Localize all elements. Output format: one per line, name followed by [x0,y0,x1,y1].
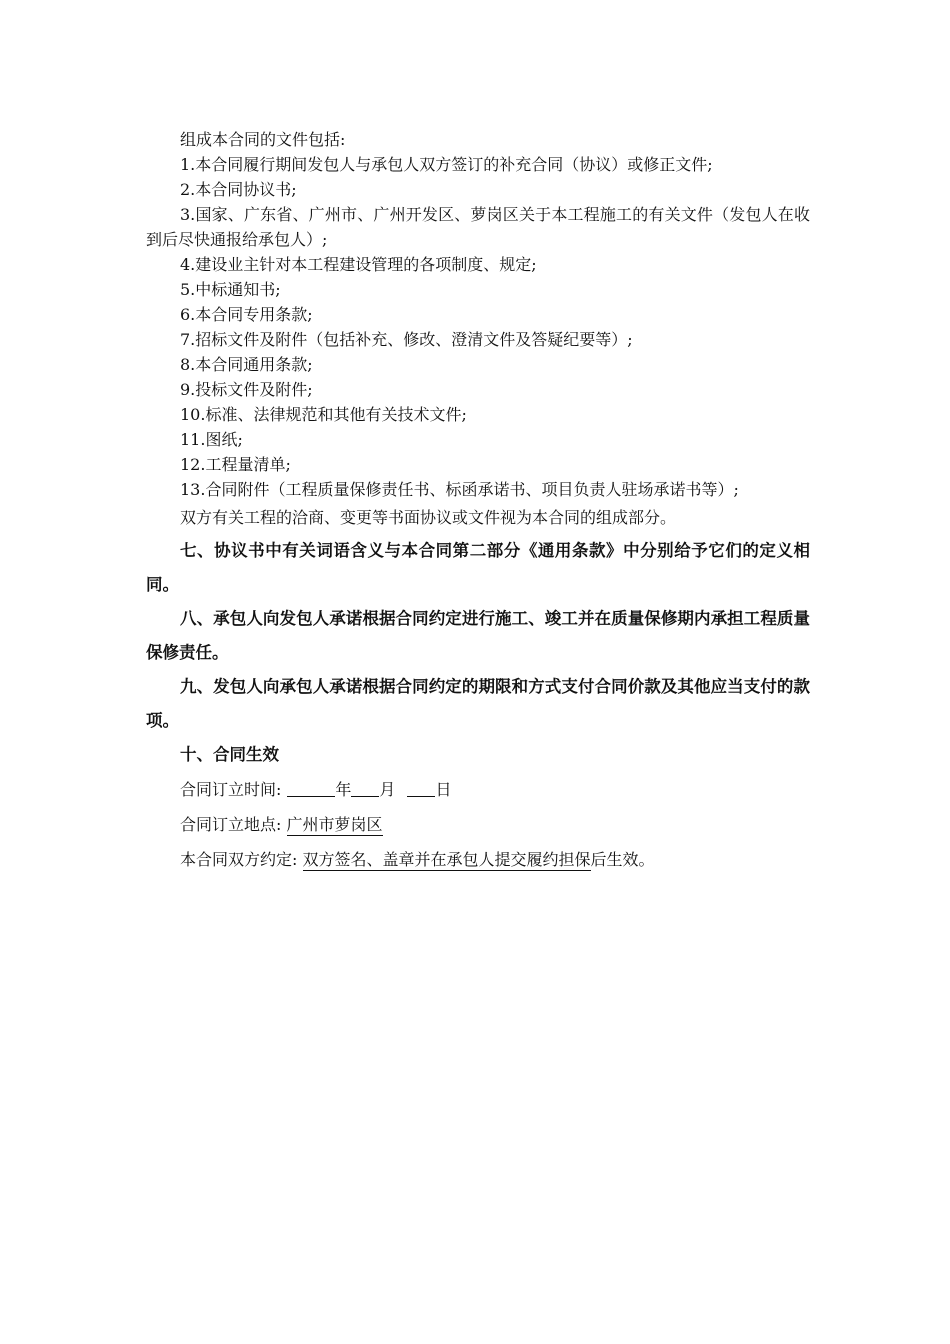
list-item-8: 8.本合同通用条款; [180,355,313,374]
contract-place-value: 广州市萝岗区 [286,815,383,834]
closing-paragraph: 双方有关工程的洽商、变更等书面协议或文件视为本合同的组成部分。 [180,508,677,527]
list-item-13: 13.合同附件（工程质量保修责任书、标函承诺书、项目负责人驻场承诺书等）; [180,480,739,499]
contract-agreement-label: 本合同双方约定: [180,850,298,869]
month-label: 月 [379,780,396,799]
intro-line: 组成本合同的文件包括: [180,130,346,149]
year-blank [287,778,335,797]
contract-place-line [146,807,810,842]
contract-agreement-suffix: 后生效。 [590,850,655,869]
list-item-11: 11.图纸; [180,430,243,449]
list-item-7: 7.招标文件及附件（包括补充、修改、澄清文件及答疑纪要等）; [180,330,633,349]
list-item-6: 6.本合同专用条款; [180,305,313,324]
section-9: 九、发包人向承包人承诺根据合同约定的期限和方式支付合同价款及其他应当支付的款项。 [146,677,810,730]
day-label: 日 [435,780,452,799]
year-label: 年 [335,780,352,799]
contract-time-label: 合同订立时间: [180,780,282,799]
day-blank [407,778,435,797]
list-item-1: 1.本合同履行期间发包人与承包人双方签订的补充合同（协议）或修正文件; [180,155,713,174]
section-8: 八、承包人向发包人承诺根据合同约定进行施工、竣工并在质量保修期内承担工程质量保修责任。 [146,609,810,662]
section-10-title: 十、合同生效 [180,745,279,764]
document-body [146,127,810,877]
list-item-3: 3.国家、广东省、广州市、广州开发区、萝岗区关于本工程施工的有关文件（发包人在收到后尽快通报给承包人）; [146,205,810,249]
contract-agreement-value: 双方签名、盖章并在承包人提交履约担保 [302,850,591,869]
list-item-4: 4.建设业主针对本工程建设管理的各项制度、规定; [180,255,537,274]
list-item-10: 10.标准、法律规范和其他有关技术文件; [180,405,467,424]
section-7: 七、协议书中有关词语含义与本合同第二部分《通用条款》中分别给予它们的定义相同。 [146,541,810,594]
contract-place-label: 合同订立地点: [180,815,282,834]
list-item-5: 5.中标通知书; [180,280,281,299]
contract-agreement-line [146,842,810,877]
contract-time-line [146,772,810,807]
list-item-12: 12.工程量清单; [180,455,291,474]
month-blank [351,778,379,797]
list-item-2: 2.本合同协议书; [180,180,297,199]
list-item-9: 9.投标文件及附件; [180,380,313,399]
